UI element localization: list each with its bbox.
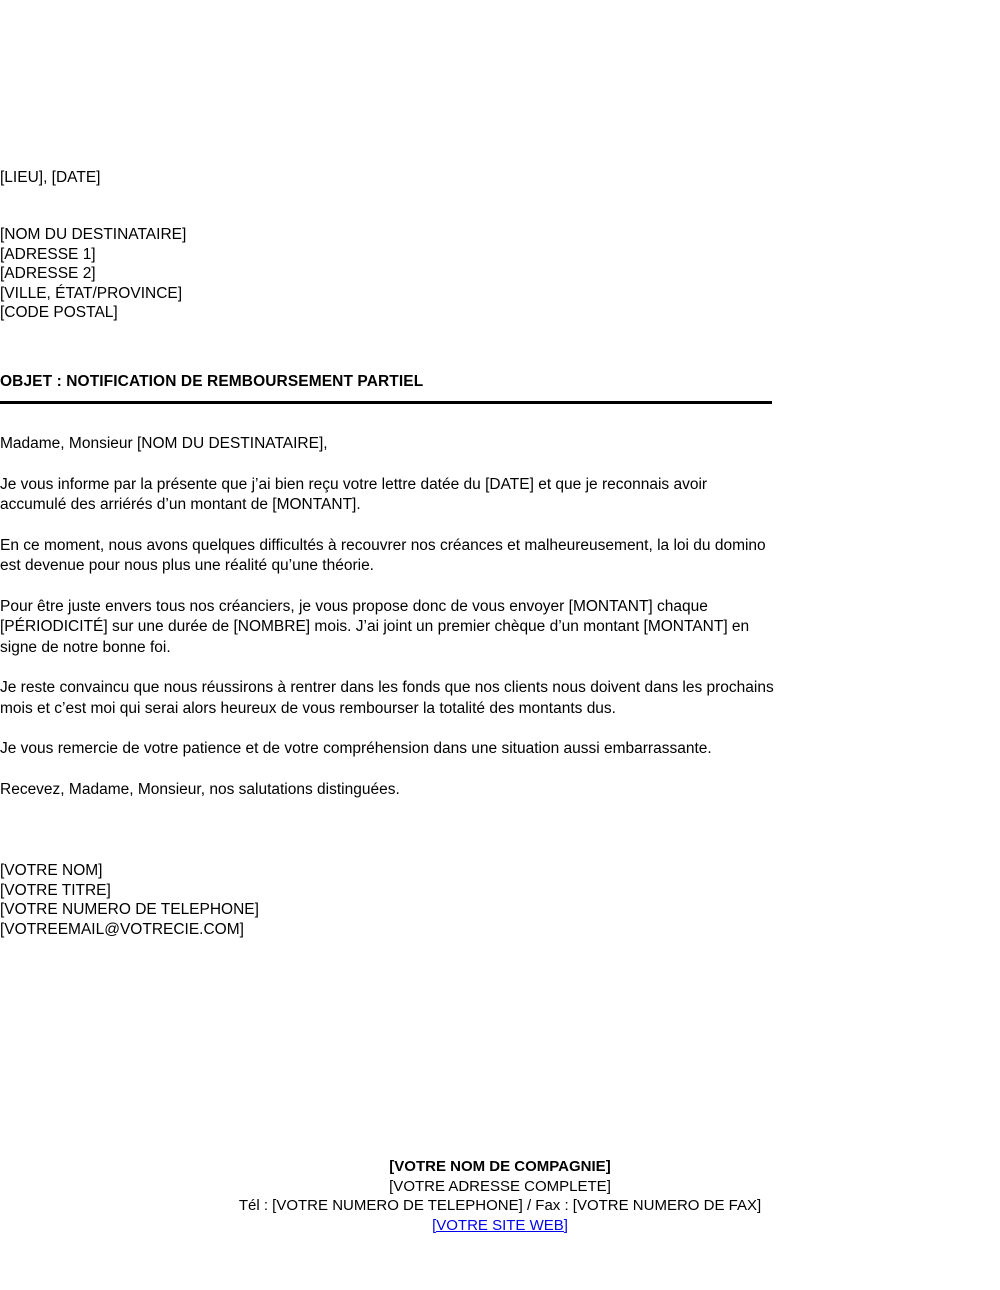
website-link[interactable]: [VOTRE SITE WEB] [432,1216,568,1234]
page-footer [0,1157,1000,1235]
footer-company-name: [VOTRE NOM DE COMPAGNIE] [389,1158,611,1175]
recipient-name: [NOM DU DESTINATAIRE] [0,226,187,243]
horizontal-divider [0,401,772,404]
closing-salutation: Recevez, Madame, Monsieur, nos salutations distinguées. [0,780,400,798]
footer-contact: Tél : [VOTRE NUMERO DE TELEPHONE] / Fax : [VOTRE NUMERO DE FAX] [238,1197,762,1214]
signature-email: [VOTREEMAIL@VOTRECIE.COM] [0,920,244,938]
body-paragraph-4: Je reste convaincu que nous réussirons à rentrer dans les fonds que nos clients nous doivent dans les prochains mois et c’est moi qui serai alors heureux de vous rembourser la totalité des montants dus. [0,679,774,717]
body-paragraph-3: Pour être juste envers tous nos créanciers, je vous propose donc de vous envoyer [MONTANT] chaque [PÉRIODICITÉ] sur une durée de [NOMBRE] mois. J’ai joint un premier chèque d’un montant [MONTANT] en signe de notre bonne foi. [0,597,750,656]
footer-address: [VOTRE ADRESSE COMPLETE] [389,1177,611,1195]
signature-block [0,861,259,939]
body-paragraph-5: Je vous remercie de votre patience et de votre compréhension dans une situation aussi embarrassante. [0,740,712,757]
body-paragraph-1: Je vous informe par la présente que j’ai bien reçu votre lettre datée du [DATE] et que je reconnais avoir accumulé des arriérés d’un montant de [MONTANT]. [0,475,708,513]
body-paragraph-2: En ce moment, nous avons quelques difficultés à recouvrer nos créances et malheureusement, la loi du domino est devenue pour nous plus une réalité qu’une théorie. [0,536,766,574]
date-place-text: [LIEU], [DATE] [0,169,101,186]
signature-phone: [VOTRE NUMERO DE TELEPHONE] [0,901,259,918]
recipient-postal-code: [CODE POSTAL] [0,304,118,321]
signature-title: [VOTRE TITRE] [0,881,111,899]
date-place-line [0,168,101,188]
recipient-address-block [0,225,186,323]
signature-name: [VOTRE NOM] [0,862,103,879]
subject-line: OBJET : NOTIFICATION DE REMBOURSEMENT PARTIEL [0,373,424,390]
recipient-address-line-2: [ADRESSE 2] [0,265,96,282]
letter-body [0,434,775,800]
recipient-city-state: [VILLE, ÉTAT/PROVINCE] [0,284,183,302]
salutation: Madame, Monsieur [NOM DU DESTINATAIRE], [0,435,328,452]
footer-website-link-row [0,1216,1000,1236]
recipient-address-line-1: [ADRESSE 1] [0,245,96,263]
